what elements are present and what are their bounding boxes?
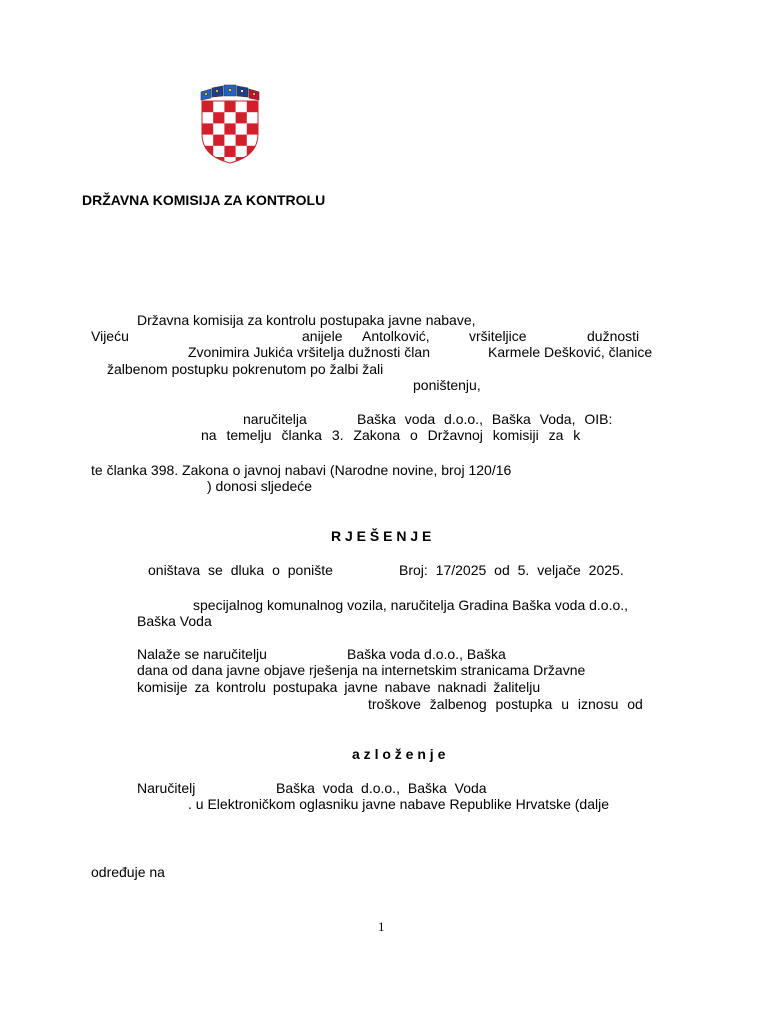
intro-line-8: te članka 398. Zakona o javnoj nabavi (Narodne novine, broj 120/16 [91, 462, 512, 478]
decision-p3a: Nalaže se naručitelju [137, 646, 267, 662]
reasoning-p1c: . u Elektroničkom oglasniku javne nabave Republike Hrvatske (dalje [188, 796, 609, 812]
intro-line-6a: naručitelja [243, 411, 307, 427]
intro-line-2a: Vijeću [91, 328, 129, 344]
checker-square [247, 101, 258, 112]
checker-square [236, 112, 247, 123]
checker-square [247, 123, 258, 134]
intro-line-6b: Baška voda d.o.o., Baška Voda, OIB: [357, 411, 613, 427]
decision-p2b: Baška Voda [137, 613, 212, 629]
decision-title: R J E Š E N J E [331, 528, 432, 544]
intro-line-3a: Zvonimira Jukića vršitelja dužnosti član [188, 344, 430, 360]
intro-line-2e: dužnosti [587, 328, 640, 344]
decision-p1b: Broj: 17/2025 od 5. veljače 2025. [399, 562, 624, 578]
intro-line-1: Državna komisija za kontrolu postupaka javne nabave, [137, 312, 476, 328]
checker-square [224, 123, 235, 134]
coat-of-arms-croatia [197, 84, 263, 164]
reasoning-title: a z l o ž e n j e [352, 746, 446, 762]
intro-line-5: poništenju, [413, 377, 481, 393]
intro-line-7: na temelju članka 3. Zakona o Državnoj komisiji za k [201, 427, 581, 443]
institution-heading: DRŽAVNA KOMISIJA ZA KONTROLU [82, 192, 326, 208]
checker-square [224, 101, 235, 112]
checkerboard-shield [202, 101, 258, 164]
reasoning-p1b: Baška voda d.o.o., Baška Voda [276, 780, 487, 796]
intro-line-9: ) donosi sljedeće [207, 478, 313, 494]
decision-p3b: Baška voda d.o.o., Baška [347, 646, 506, 662]
decision-p1a: oništava se dluka o ponište [148, 562, 333, 578]
reasoning-p1a: Naručitelj [137, 780, 196, 796]
page-number: 1 [378, 919, 385, 934]
reasoning-p2: određuje na [91, 864, 165, 880]
crown [201, 85, 259, 100]
intro-line-2b: anijele [302, 328, 343, 344]
decision-p3e: troškove žalbenog postupka u iznosu od [368, 696, 643, 712]
checker-square [224, 146, 235, 157]
checker-square [213, 112, 224, 123]
intro-line-4: žalbenom postupku pokrenutom po žalbi žali [107, 361, 384, 377]
checker-square [202, 101, 213, 112]
intro-line-2c: Antolković, [362, 328, 430, 344]
intro-line-2d: vršiteljice [469, 328, 527, 344]
checker-square [236, 135, 247, 146]
decision-p3c: dana od dana javne objave rješenja na internetskim stranicama Državne [137, 662, 586, 678]
decision-p2a: specijalnog komunalnog vozila, naručitelja Gradina Baška voda d.o.o., [193, 597, 629, 613]
checker-square [202, 123, 213, 134]
intro-line-3b: Karmele Dešković, članice [488, 344, 653, 360]
decision-p3d: komisije za kontrolu postupaka javne nabave naknadi žalitelju [137, 679, 541, 695]
checker-square [213, 135, 224, 146]
